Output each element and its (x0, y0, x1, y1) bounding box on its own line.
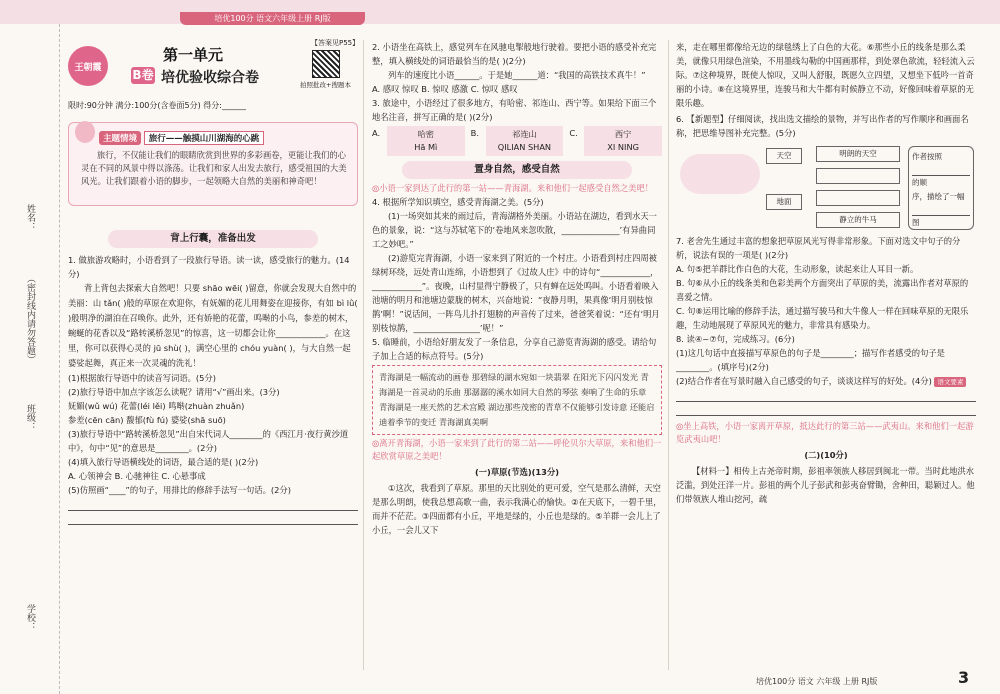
top-bar (0, 0, 1000, 24)
question-2: 2. 小语坐在高铁上，感觉列车在风驰电掣般地行驶着。要把小语的感受补充完整，填入横线处的词语最恰当的是( )(2分) (372, 42, 657, 66)
page-number: 3 (958, 668, 970, 687)
skill-badge: 语文要素 (934, 377, 966, 387)
sub-question: (3)旅行导语中“路转溪桥忽见”出自宋代词人________的《西江月·夜行黄沙道中》，句中“见”的意思是________。(2分) (68, 429, 349, 453)
mindmap-sky-1: 明朗的天空 (816, 146, 900, 162)
answer-ref: 【答案见P55】 (311, 39, 360, 47)
column-2 (372, 40, 662, 537)
answer-line[interactable] (676, 388, 976, 402)
section-title: 背上行囊，准备出发 (108, 230, 318, 248)
passage-continued: 来，走在哪里都像给无边的绿毯绣上了白色的大花。⑥那些小丘的线条是那么柔美，就像只用绿色渲染，不用墨线勾勒的中国画那样，到处翠色欲流，轻轻流入云际。⑦这种境界，既使人惊叹，又叫人舒服，既愿久立四望，又想坐下低吟一首奇丽的小诗。⑧在这境界里，连骏马和大牛都有时候静立不动，好像回味着草原的无限乐趣。 (676, 42, 975, 108)
unit-title: 第一单元 (163, 46, 224, 64)
lead-in: ◎离开青海湖，小语一家来到了此行的第二站——呼伦贝尔大草原，来和他们一起欣赏草原之美吧！ (372, 438, 662, 461)
brand-logo: 王朝霞 (68, 46, 108, 86)
pinyin-options: 妩媚(wǔ wú) 花蕾(léi lěi) 鸣啭(zhuàn zhuǎn) (68, 401, 245, 411)
lead-in: ◎坐上高铁，小语一家离开草原，抵达此行的第三站——武夷山。来和他们一起游览武夷山吧！ (676, 421, 974, 444)
header-banner: 培优100分 语文六年级上册 RJ版 (180, 12, 365, 25)
question-3-options (372, 126, 662, 156)
answer-line[interactable] (676, 402, 976, 416)
pinyin-options: 参差(cēn cān) 馥郁(fù fú) 婆娑(shā suō) (68, 415, 226, 425)
column-divider (363, 40, 364, 670)
footer-text: 培优100分 语文 六年级 上册 RJ版 (756, 677, 878, 686)
theme-text: 旅行，不仅能让我们的眼睛欣赏到世界的多彩画卷，更能让我们的心灵在不同的风景中得以涤荡。让我们和家人出发去旅行，感受祖国的大美风光。让我们跟着小语的脚步，一起领略大自然的美丽和神奇吧！ (81, 150, 347, 186)
theme-box (68, 122, 358, 206)
material-1: 【材料一】相传上古尧帝时期，彭祖率领族人移居到闽北一带。当时此地洪水泛滥，到处汪洋一片。彭祖的两个儿子彭武和彭夷奋臂锄，舍种田，聪颖过人。他们带领族人堆山挖河，疏 (676, 466, 975, 504)
paper-title: 培优验收综合卷 (161, 70, 259, 86)
girl-illustration-icon (75, 121, 95, 143)
question-7: 7. 老舍先生通过丰富的想象把草原风光写得非常形象。下面对选文中句子的分析，说法有误的一项是( )(2分) (676, 236, 961, 260)
mindmap-ground: 地面 (766, 194, 802, 210)
binding-margin (0, 24, 60, 694)
mindmap-ground-3: 静立的牛马 (816, 212, 900, 228)
question-8: 8. 读④~⑦句，完成练习。(6分) (676, 334, 795, 344)
question-5: 5. 临睡前，小语给好朋友发了一条信息，分享自己游览青海湖的感受。请给句子加上合适的标点符号。(5分) (372, 337, 657, 361)
sub-question: (2)旅行导语中加点字该怎么读呢？请用“√”画出来。(3分) (68, 387, 280, 397)
choice-options: A. 心领神会 B. 心驰神往 C. 心悬事成 (68, 471, 206, 481)
question-2-text: 列车的速度比小语______。于是她______道：“我国的高铁技术真牛！” (388, 70, 646, 80)
answer-line[interactable] (68, 497, 358, 511)
paper-label: B卷 (132, 68, 154, 82)
passage-title: (一)草原(节选)(13分) (474, 467, 560, 477)
option-c[interactable]: 西宁 XI NING (584, 126, 662, 156)
option-a[interactable]: 哈密 Hā Mì (387, 126, 465, 156)
guide-paragraph: 背上背包去探索大自然吧！只要 shāo wēi( )留意，你就会发现大自然中的美丽：山 tǎn( )般的草原在欢迎你，有妩媚的花儿用舞姿在迎接你，有如 bì lǜ( )般明净的湖泊在召唤你。此外，还有娇艳的花蕾，鸣啭的小鸟，参差的树木，蜿蜒的花香以及“路转溪桥忽见”的惊喜，这一切都会让你____________。在这里，你可以获得心灵的 jū shù( )，满空心里的 chóu yuàn( )，与大自然一起婆娑起舞，真正来一次灵魂的洗礼！ (68, 283, 358, 368)
column-3 (676, 40, 976, 506)
option-label: A. (372, 128, 381, 138)
question-8-part-2: (2)结合作者在写景时融入自己感受的句子，谈谈这样写的好处。(4分) 语文要素 (676, 374, 976, 388)
question-2-options: A. 感叹 惊叹 B. 惊叹 感激 C. 惊叹 感叹 (372, 84, 518, 94)
question-8-part-1: (1)这几句话中直接描写草原色的句子是________；描写作者感受的句子是________。(填序号)(2分) (676, 348, 945, 372)
qr-caption: 拍照批改+搜题本 (300, 81, 351, 89)
mindmap-blank[interactable] (816, 168, 900, 184)
time-limit-row: 限时:90分钟 满分:100分(含卷面5分) 得分:______ (68, 101, 246, 110)
part-2-title: (二)(10分) (804, 450, 848, 460)
theme-tag: 主题情境 (99, 131, 141, 145)
question-6: 6. 【新题型】仔细阅读，找出选文描绘的景物，并写出作者的写作顺序和画面名称，把思维导图补充完整。(5分) (676, 114, 969, 138)
question-7-option-b: B. 句⑥从小丘的线条美和色彩美两个方面突出了草原的美，流露出作者对草原的喜爱之情。 (676, 278, 969, 302)
option-label: C. (569, 128, 578, 138)
lead-in: ◎小语一家到达了此行的第一站——青海湖。来和他们一起感受自然之美吧！ (372, 183, 654, 193)
school-label: 学校： (25, 604, 35, 631)
question-4: 4. 根据所学知识填空，感受青海湖之美。(5分) (372, 197, 544, 207)
answer-line[interactable] (68, 511, 358, 525)
mind-map (676, 144, 976, 234)
theme-name: 旅行——触摸山川湖海的心跳 (144, 131, 265, 145)
passage-text: ①这次，我看到了草原。那里的天比别处的更可爱，空气是那么清鲜，天空是那么明朗，使我总想高歌一曲，表示我满心的愉快。②在天底下，一碧千里，而并不茫茫。③四面都有小丘，平地是绿的，小丘也是绿的。⑤羊群一会儿上了小丘，一会儿又下 (372, 483, 662, 535)
question-7-option-c: C. 句⑧运用比喻的修辞手法，通过描写骏马和大牛像人一样在回味草原的无限乐趣，生动地展现了草原风光的魅力，非常具有感染力。 (676, 306, 969, 330)
sub-question: (5)仿照画“____”的句子，用排比的修辞手法写一句话。(2分) (68, 485, 291, 495)
sheep-illustration-icon (680, 154, 760, 194)
question-7-option-a: A. 句⑤把羊群比作白色的大花，生动形象，读起来让人耳目一新。 (676, 264, 919, 274)
question-1 (68, 253, 358, 525)
mindmap-summary: 作者按照 的顺 序，描绘了一幅 图 (908, 146, 974, 230)
question-4-part-2: (2)游览完青海湖，小语一家来到了附近的一个村庄。小语看到村庄四周被绿树环绕，远处青山连绵，小语想到了《过故人庄》中的诗句“____________，____________”。夜晚，山村显得宁静极了，只有蝉在远处鸣叫。小语看着映入池塘的明月和池塘边蒙胧的树木，兴奋地说：“夜静月明，果真像‘明月别枝惊鹊’啊！”说话间，一阵鸟儿扑打翅膀的声音传了过来，爸爸笑着说：“还有‘明月别枝惊鹊，________________’呢！” (372, 253, 660, 333)
title-block (68, 40, 358, 96)
sub-question: (1)根据旅行导语中的读音写词语。(5分) (68, 373, 216, 383)
mindmap-blank[interactable] (816, 190, 900, 206)
class-label: 班级： (25, 404, 35, 431)
column-divider (668, 40, 669, 670)
name-label: 姓名： (25, 204, 35, 231)
option-label: B. (470, 128, 480, 138)
section-title: 置身自然，感受自然 (402, 161, 632, 179)
question-stem: 1. 做旅游攻略时，小语看到了一段旅行导语。读一读，感受旅行的魅力。(14分) (68, 255, 350, 279)
seal-note: （密封线内请勿答题） (25, 274, 35, 364)
question-3: 3. 旅途中，小语经过了很多地方，有哈密、祁连山、西宁等。如果给下面三个地名注音，拼写正确的是( )(2分) (372, 98, 657, 122)
qr-code-icon[interactable] (312, 50, 340, 78)
punctuation-textbox[interactable]: 青海湖是一幅流动的画卷 那碧绿的湖水宛如一块翡翠 在阳光下闪闪发光 青海湖是一首灵动的乐曲 那潺潺的溪水如同大自然的琴弦 奏响了生命的乐章 青海湖是一座天然的艺术宫殿 湖边那些茂密的青草不仅能够引发诗意 还能启迪着季节的变迁 青海湖真美啊 (372, 365, 662, 435)
mindmap-sky: 天空 (766, 148, 802, 164)
question-4-part-1: (1)一场突如其来的雨过后，青海湖格外美丽。小语站在湖边，看到水天一色的景象，说：“这与苏轼笔下的‘卷地风来忽吹散，______________’有异曲同工之妙吧。” (372, 211, 657, 249)
option-b[interactable]: 祁连山 QILIAN SHAN (486, 126, 564, 156)
sub-question: (4)填入旅行导语横线处的词语，最合适的是( )(2分) (68, 457, 259, 467)
